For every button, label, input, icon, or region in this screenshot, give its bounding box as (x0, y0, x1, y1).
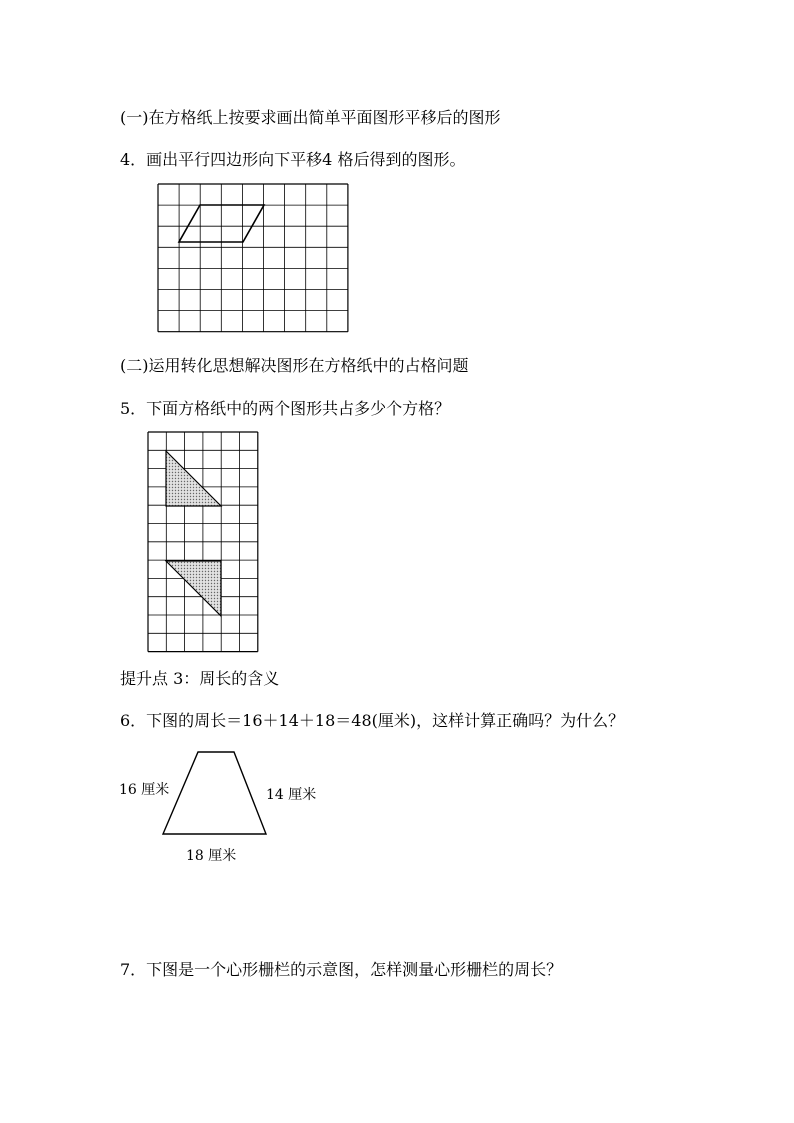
question-7-text: 7．下图是一个心形栅栏的示意图，怎样测量心形栅栏的周长？ (120, 960, 563, 979)
section-1-heading: (一)在方格纸上按要求画出简单平面图形平移后的图形 (120, 108, 501, 127)
question-5-text: 5．下面方格纸中的两个图形共占多少个方格？ (120, 399, 451, 418)
trapezoid-shape (163, 752, 266, 834)
left-side-label: 16 厘米 (119, 782, 170, 798)
question-4-text: 4．画出平行四边形向下平移4 格后得到的图形。 (120, 150, 466, 169)
point-3-heading: 提升点 3：周长的含义 (120, 669, 280, 688)
right-side-label: 14 厘米 (266, 787, 317, 803)
bottom-side-label: 18 厘米 (186, 848, 237, 864)
section-2-heading: (二)运用转化思想解决图形在方格纸中的占格问题 (120, 356, 469, 375)
question-6-text: 6．下图的周长＝16＋14＋18＝48(厘米)，这样计算正确吗？为什么？ (120, 711, 625, 730)
